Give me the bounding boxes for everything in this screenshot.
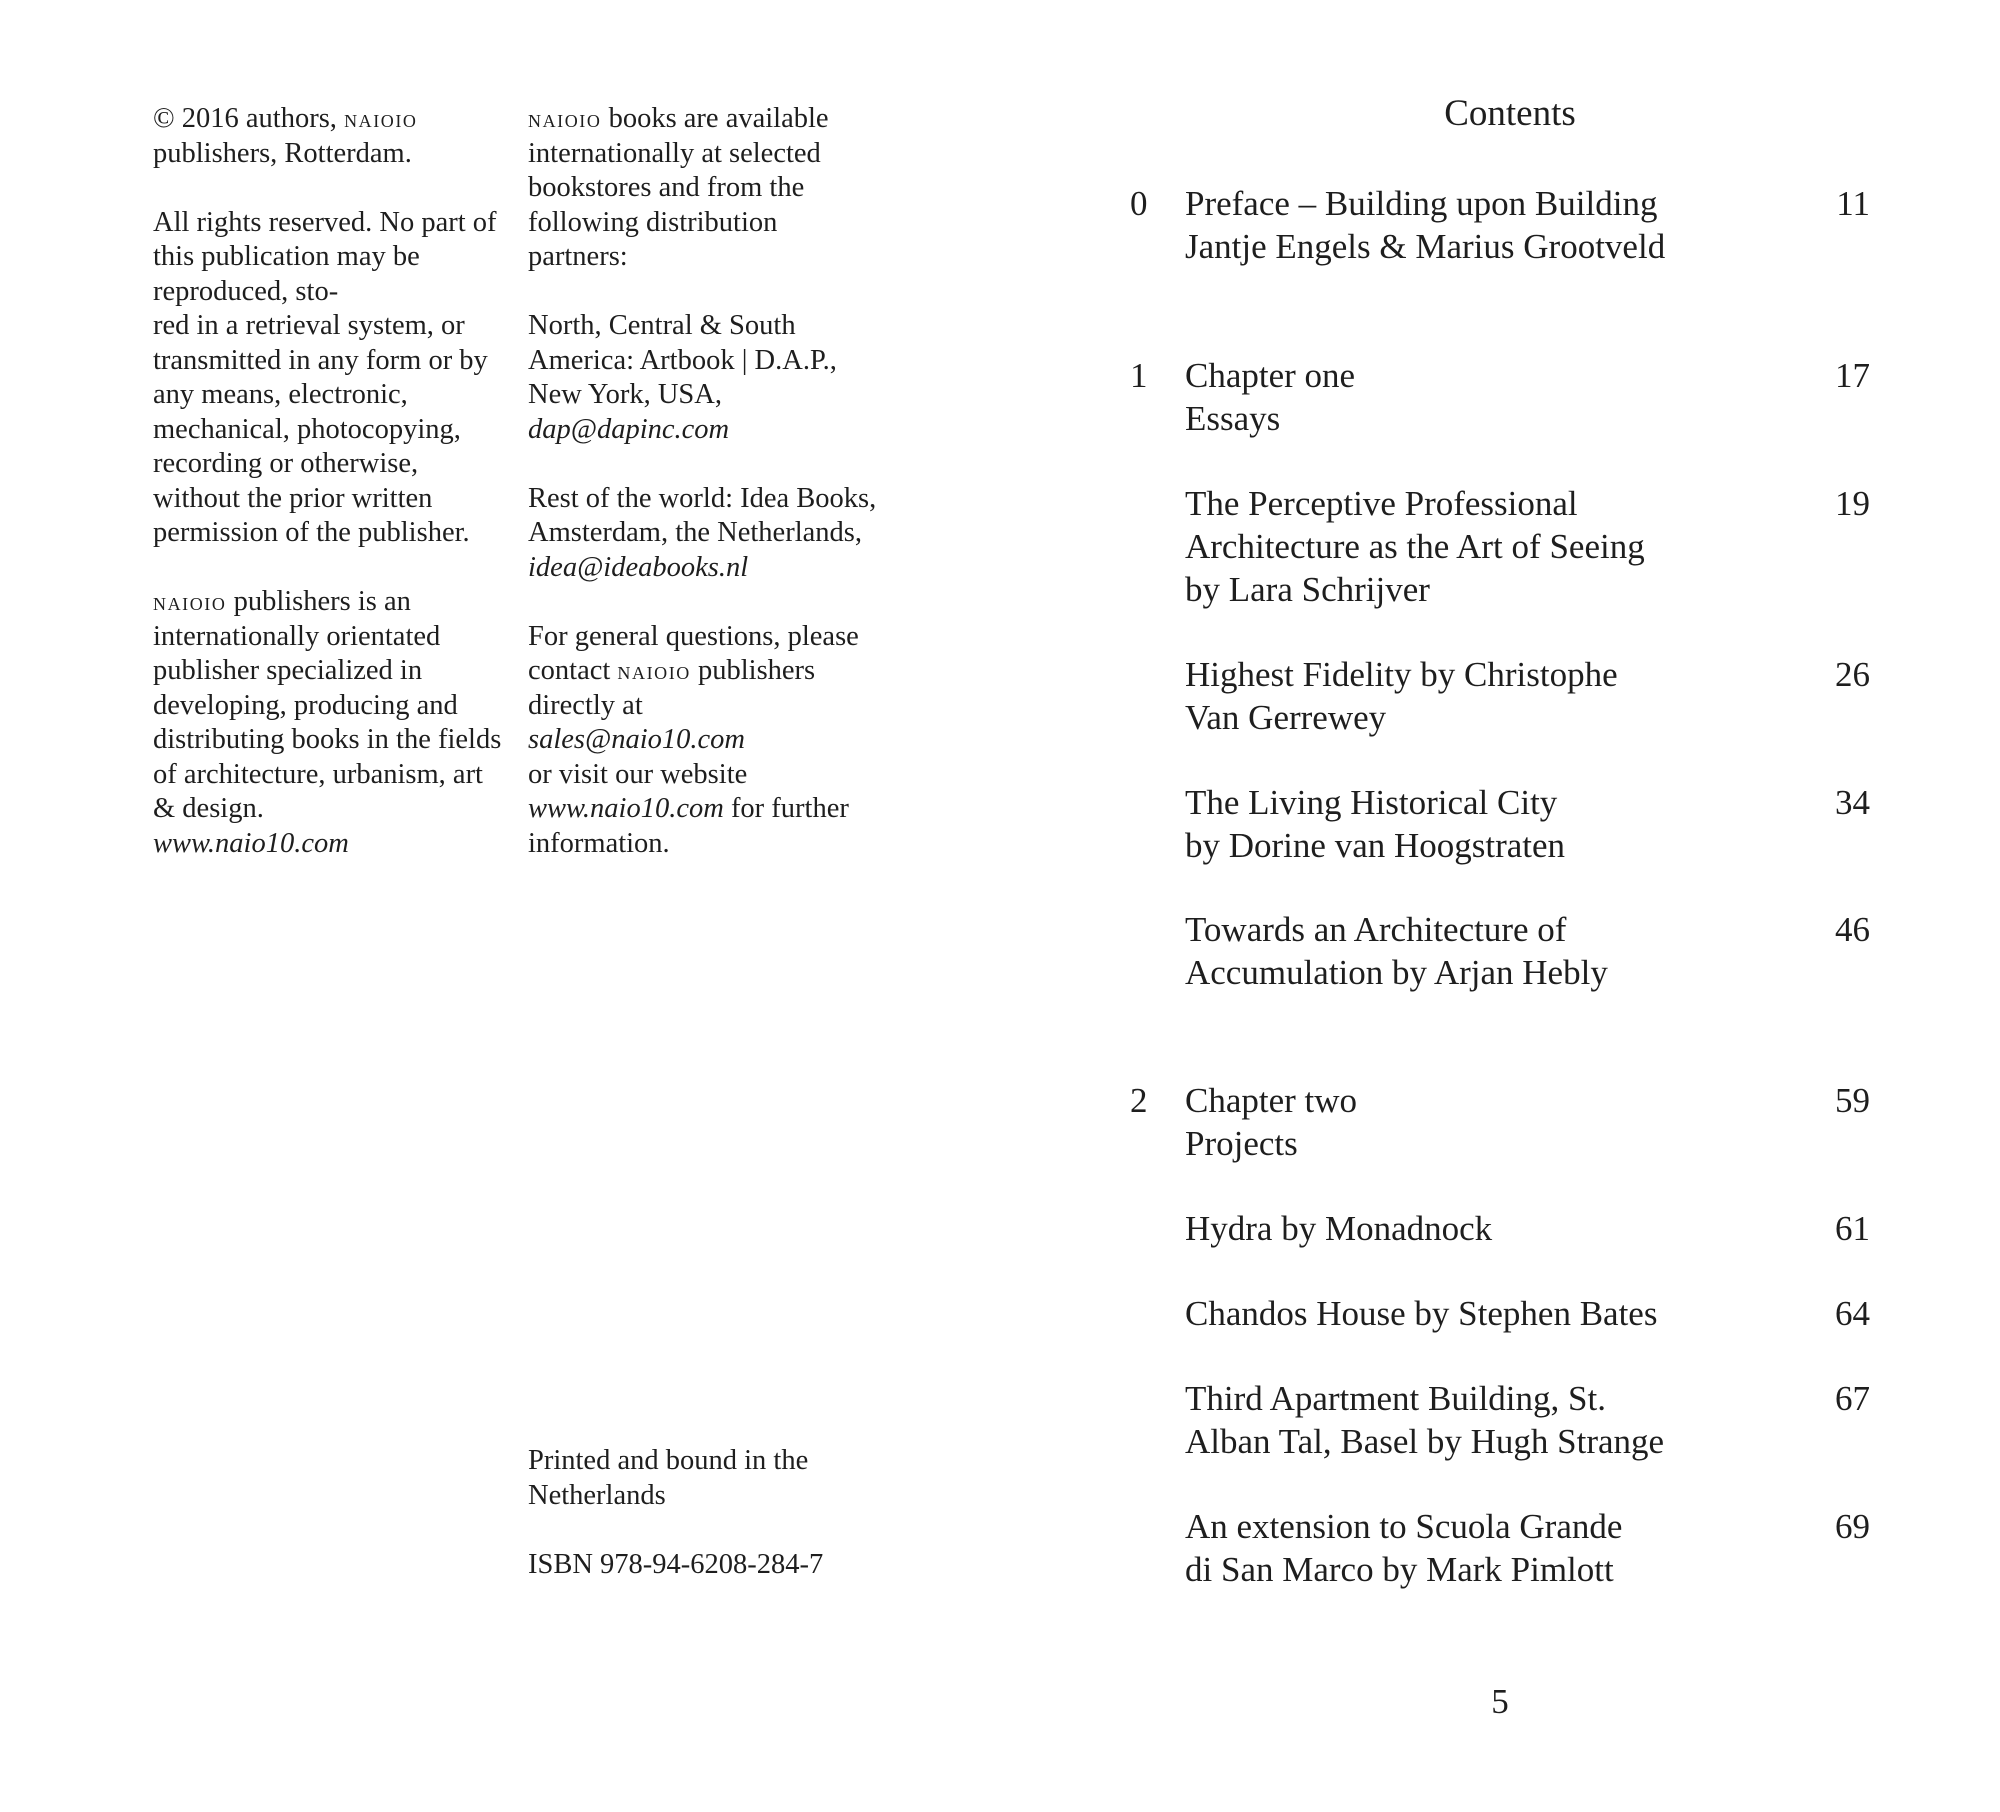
- publisher-name: naioio: [528, 104, 602, 133]
- copyright-text: authors,: [238, 103, 345, 134]
- copyright-text-end: publishers, Rotterdam.: [153, 137, 412, 169]
- distribution-rest: [528, 482, 878, 586]
- publisher-name: naioio: [617, 656, 691, 685]
- publisher-about: [153, 585, 503, 861]
- toc-entry-title: The Living Historical City by Dorine van Hoogstraten: [1185, 783, 1566, 865]
- toc-entry-title: The Perceptive Professional Architecture as the Art of Seeing by Lara Schrijver: [1185, 484, 1645, 609]
- toc-entry-number: 0: [1130, 184, 1148, 223]
- toc-entry-page: 69: [1835, 1507, 1870, 1546]
- toc-entry-title: Hydra by Monadnock: [1185, 1209, 1493, 1248]
- toc-entry-page: 67: [1835, 1379, 1870, 1418]
- toc-entry-page: 64: [1835, 1294, 1870, 1333]
- toc-entry-number: 1: [1130, 356, 1148, 395]
- colophon-column: [153, 102, 503, 861]
- rest-text: Rest of the world: Idea Books, Amsterdam, the Netherlands,: [528, 482, 877, 548]
- toc-entry-title: Highest Fidelity by Christophe Van Gerrewey: [1185, 655, 1618, 737]
- toc-entry-title: Preface – Building upon Building Jantje Engels & Marius Grootveld: [1185, 184, 1666, 266]
- americas-email-link[interactable]: dap@dapinc.com: [528, 413, 730, 445]
- toc-entry-page: 19: [1835, 484, 1870, 523]
- copyright-symbol: ©: [153, 103, 175, 134]
- distribution-intro-text: books are available internationally at selected bookstores and from the following distribution partners:: [528, 103, 829, 272]
- website-link[interactable]: www.naio10.com: [528, 793, 724, 824]
- toc-entry-title: Towards an Architecture of Accumulation by Arjan Hebly: [1185, 910, 1608, 992]
- toc-entry-page: 17: [1835, 356, 1870, 395]
- publisher-name: naioio: [344, 104, 418, 133]
- rest-email-link[interactable]: idea@ideabooks.nl: [528, 551, 749, 583]
- publisher-name: naioio: [153, 587, 227, 616]
- contact-text-end: publishers directly at: [528, 655, 816, 721]
- copyright-line: [153, 102, 503, 171]
- toc-entry-title: Chandos House by Stephen Bates: [1185, 1294, 1658, 1333]
- page-number: 5: [1491, 1682, 1509, 1721]
- toc-entry-page: 46: [1835, 910, 1870, 949]
- visit-text-end: for further information.: [528, 793, 849, 859]
- americas-text: North, Central & South America: Artbook | D.A.P., New York, USA,: [528, 310, 837, 410]
- toc-entry-page: 34: [1835, 783, 1870, 822]
- distribution-americas: [528, 309, 878, 447]
- contact-text: For general questions, please contact: [528, 620, 859, 686]
- toc-entry-title: Third Apartment Building, St. Alban Tal, Basel by Hugh Strange: [1185, 1379, 1665, 1461]
- distribution-contact: [528, 620, 878, 862]
- toc-entry-page: 59: [1835, 1081, 1870, 1120]
- sales-email-link[interactable]: sales@naio10.com: [528, 724, 745, 755]
- print-info: [528, 1444, 878, 1582]
- toc-entry-title: An extension to Scuola Grande di San Marco by Mark Pimlott: [1185, 1507, 1623, 1589]
- toc-entry-page: 11: [1836, 184, 1870, 223]
- toc-entry-title: Chapter one Essays: [1185, 356, 1356, 438]
- visit-text: or visit our website: [528, 758, 748, 790]
- printed-statement: Printed and bound in the Netherlands: [528, 1445, 809, 1511]
- distribution-column: [528, 102, 878, 1580]
- publisher-about-text: publishers is an internationally orientated publisher specialized in developing, producing and distributing books in the fields of architecture, urbanism, art & design.: [153, 586, 502, 824]
- toc-entry-page: 26: [1835, 655, 1870, 694]
- publisher-website-link[interactable]: www.naio10.com: [153, 827, 349, 859]
- isbn: ISBN 978-94-6208-284-7: [528, 1548, 824, 1580]
- contents-heading: Contents: [1444, 93, 1576, 134]
- rights-statement: All rights reserved. No part of this publication may be reproduced, sto- red in a retrieval system, or transmitted in any form or by any means, electronic, mechanical, photocopying, recording or otherwise, without the prior written permission of the publisher.: [153, 206, 497, 548]
- toc-entry-title: Chapter two Projects: [1185, 1081, 1358, 1163]
- toc-entry-number: 2: [1130, 1081, 1148, 1120]
- toc-entry-page: 61: [1835, 1209, 1870, 1248]
- distribution-intro: [528, 102, 878, 275]
- copyright-year: 2016: [181, 103, 239, 134]
